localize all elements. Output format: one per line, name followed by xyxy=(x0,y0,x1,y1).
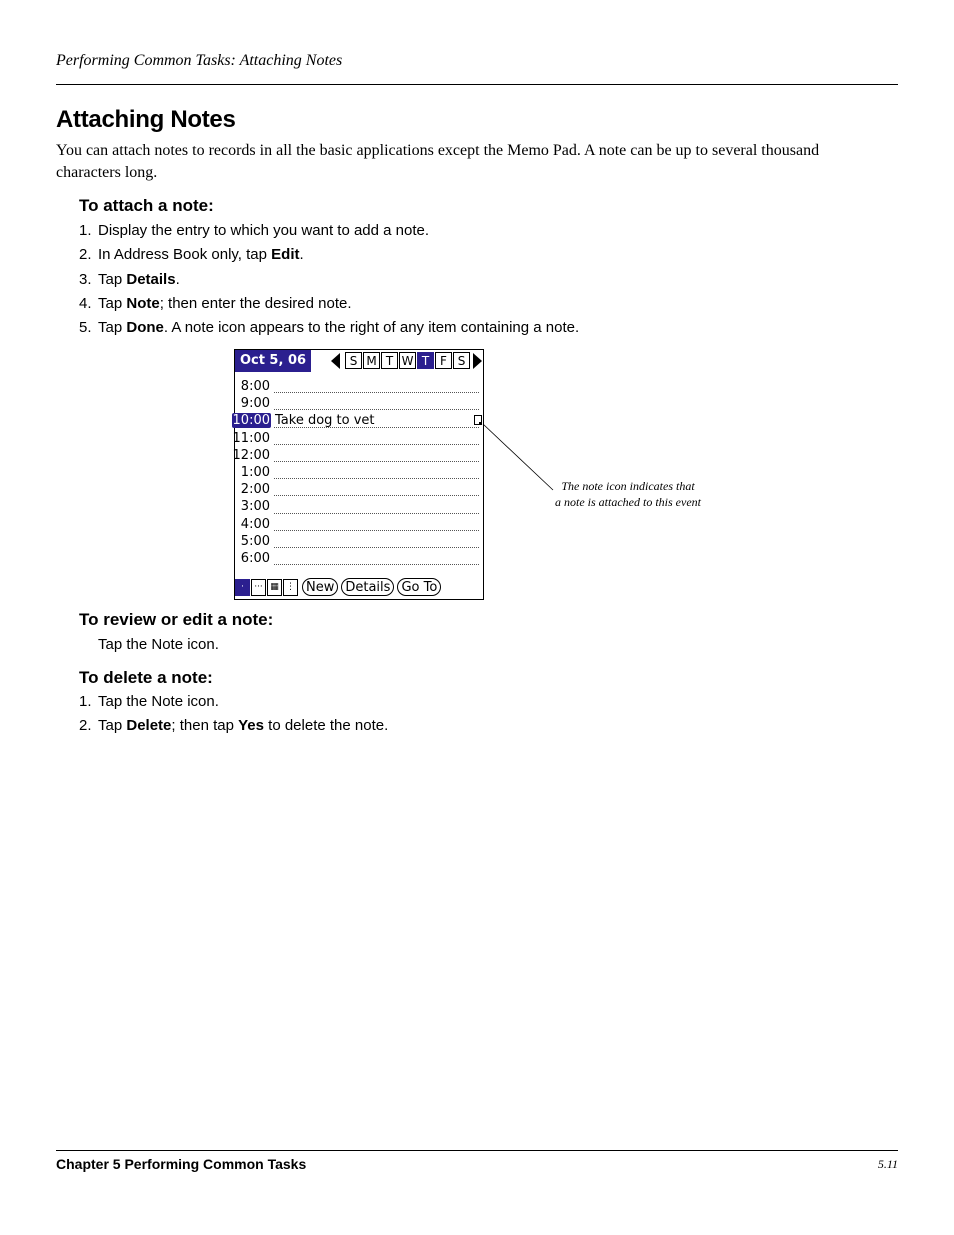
goto-button[interactable]: Go To xyxy=(397,578,441,596)
time-slot[interactable]: 12:00 xyxy=(235,447,483,464)
time-slot[interactable]: 2:00 xyxy=(235,481,483,498)
time-slot-list xyxy=(232,378,483,567)
details-button[interactable]: Details xyxy=(341,578,394,596)
attach-step-4: 4. Tap Note; then enter the desired note. xyxy=(79,294,352,312)
day-button-thu[interactable]: T xyxy=(417,352,434,369)
time-slot[interactable]: 9:00 xyxy=(235,395,483,412)
footer-chapter: Chapter 5 Performing Common Tasks xyxy=(56,1156,307,1172)
time-slot[interactable]: 4:00 xyxy=(235,516,483,533)
time-slot[interactable]: 1:00 xyxy=(235,464,483,481)
attach-step-1: 1. Display the entry to which you want to add a note. xyxy=(79,222,430,239)
week-view-icon[interactable]: ··· xyxy=(251,579,266,596)
attach-step-5: 5. Tap Done. A note icon appears to the right of any item containing a note. xyxy=(79,319,580,337)
attach-step-2: 2. In Address Book only, tap Edit. xyxy=(79,246,304,264)
delete-step-2: 2. Tap Delete; then tap Yes to delete the note. xyxy=(79,717,389,735)
event-text[interactable]: Take dog to vet xyxy=(275,413,375,429)
day-button-tue[interactable]: T xyxy=(381,352,398,369)
prev-week-arrow-icon[interactable] xyxy=(331,353,340,369)
day-view-icon[interactable]: · xyxy=(235,579,250,596)
agenda-view-icon[interactable]: ⋮ xyxy=(283,579,298,596)
attach-steps xyxy=(79,219,579,340)
next-week-arrow-icon[interactable] xyxy=(473,353,482,369)
time-slot[interactable]: 8:00 xyxy=(235,378,483,395)
day-button-wed[interactable]: W xyxy=(399,352,416,369)
week-day-selector xyxy=(345,352,471,369)
header-rule xyxy=(56,84,898,85)
day-button-mon[interactable]: M xyxy=(363,352,380,369)
attach-step-3: 3. Tap Details. xyxy=(79,270,180,288)
delete-heading: To delete a note: xyxy=(79,668,213,687)
datebook-screenshot xyxy=(234,349,484,600)
page-number: 5.11 xyxy=(877,1157,898,1171)
date-title[interactable]: Oct 5, 06 xyxy=(235,350,311,372)
page-title: Attaching Notes xyxy=(56,106,236,133)
delete-steps xyxy=(79,690,388,739)
month-view-icon[interactable]: ▦ xyxy=(267,579,282,596)
footer-rule xyxy=(56,1150,898,1151)
time-slot[interactable]: 11:00 xyxy=(235,430,483,447)
delete-step-1: 1. Tap the Note icon. xyxy=(79,693,219,710)
day-button-fri[interactable]: F xyxy=(435,352,452,369)
time-slot-selected[interactable]: 10:00 Take dog to vet xyxy=(235,412,483,429)
day-button-sun[interactable]: S xyxy=(345,352,362,369)
review-text: Tap the Note icon. xyxy=(98,636,219,653)
time-slot[interactable]: 3:00 xyxy=(235,498,483,515)
callout-caption: The note icon indicates that a note is attached to this event xyxy=(555,479,701,509)
attach-heading: To attach a note: xyxy=(79,196,214,215)
time-slot[interactable]: 5:00 xyxy=(235,533,483,550)
bottom-toolbar xyxy=(235,578,441,596)
review-heading: To review or edit a note: xyxy=(79,610,274,629)
intro-paragraph: You can attach notes to records in all the basic applications except the Memo Pad. A note can be up to several thousand characters long. xyxy=(56,142,820,181)
running-head: Performing Common Tasks: Attaching Notes xyxy=(56,52,343,69)
time-slot[interactable]: 6:00 xyxy=(235,550,483,567)
day-button-sat[interactable]: S xyxy=(453,352,470,369)
new-button[interactable]: New xyxy=(302,578,338,596)
